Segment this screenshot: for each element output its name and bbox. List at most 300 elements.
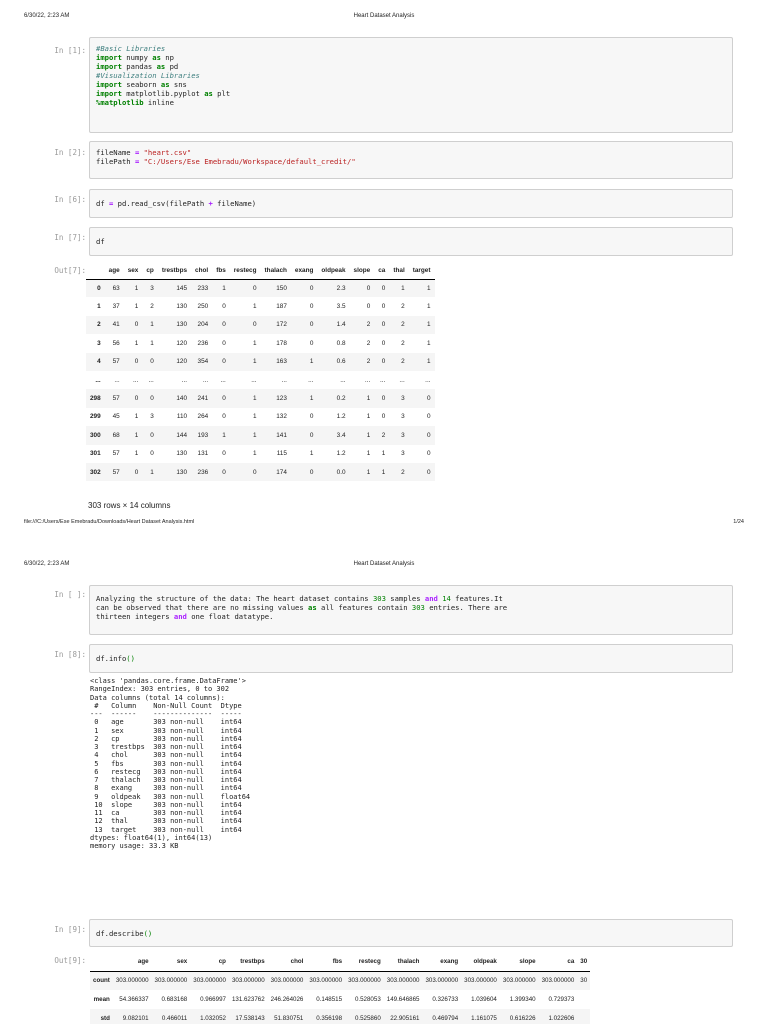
table-cell: 303.000000 <box>152 971 191 990</box>
table-header-row <box>86 263 435 279</box>
table-cell: 2 <box>350 316 375 334</box>
code-cell-df[interactable] <box>89 227 733 256</box>
table-cell: 0 <box>230 463 261 481</box>
row-index: count <box>90 971 113 990</box>
table-cell: 303.000000 <box>500 971 539 990</box>
page-footer <box>0 519 768 529</box>
cell-prompt: In [7]: <box>54 233 86 242</box>
code-cell-imports[interactable] <box>89 37 733 133</box>
table-cell: 264 <box>197 413 209 421</box>
output-line: <class 'pandas.core.frame.DataFrame'> <box>90 677 246 685</box>
table-cell: 303.000000 <box>306 971 345 990</box>
table-row <box>90 971 590 990</box>
table-cell: 150 <box>261 279 291 297</box>
table-cell: 1 <box>366 413 371 421</box>
table-cell: 1 <box>389 279 408 297</box>
table-cell: 1 <box>409 316 435 334</box>
table-cell: 1.022606 <box>539 1009 578 1024</box>
md-number: 303 <box>372 594 386 603</box>
table-cell: ... <box>340 376 346 384</box>
table-cell: 1.2 <box>336 413 346 421</box>
table-cell: 0 <box>230 316 261 334</box>
table-cell: 241 <box>191 389 212 407</box>
table-row <box>86 297 435 315</box>
page-header <box>0 13 768 23</box>
column-header <box>86 263 105 279</box>
table-cell: 1.4 <box>317 316 349 334</box>
code-text: filePath <box>96 157 135 166</box>
output-line: --- ------ -------------- ----- <box>90 710 251 718</box>
md-keyword: and <box>173 612 187 621</box>
md-text: samples <box>385 594 425 603</box>
code-operator: = <box>108 199 114 208</box>
table-cell: 56 <box>112 339 120 347</box>
table-cell: ... <box>202 376 209 384</box>
row-index: 302 <box>86 463 105 481</box>
table-row <box>86 316 435 334</box>
table-cell: 0.528053 <box>354 996 381 1003</box>
table-cell: 0 <box>409 463 435 481</box>
code-text: np <box>160 53 174 62</box>
describe-table <box>90 952 590 1024</box>
cell-prompt: Out[7]: <box>54 266 86 275</box>
md-text: thirteen integers <box>96 612 174 621</box>
cell-prompt: In [8]: <box>54 650 86 659</box>
row-index: ... <box>95 376 101 384</box>
code-text: fileName) <box>212 199 257 208</box>
dataframe-table <box>86 263 435 481</box>
row-index: 298 <box>86 389 105 407</box>
table-cell: ... <box>364 376 371 384</box>
table-cell: 303.000000 <box>539 971 578 990</box>
column-header: target <box>409 263 435 279</box>
table-cell: 130 <box>158 316 191 334</box>
table-cell: 57 <box>112 450 120 458</box>
table-cell: 0 <box>409 389 435 407</box>
page-separator <box>0 530 768 548</box>
table-cell: 1 <box>409 353 435 371</box>
table-cell: 1 <box>426 339 431 347</box>
table-cell: 0 <box>291 426 317 444</box>
code-keyword: as <box>204 89 213 98</box>
table-cell: 163 <box>261 353 291 371</box>
table-row <box>86 408 435 426</box>
table-cell: 303.000000 <box>229 971 268 990</box>
table-cell: 2 <box>374 426 389 444</box>
table-cell: 9.082101 <box>113 1009 152 1024</box>
code-text: plt <box>212 89 231 98</box>
table-cell: 0 <box>291 279 317 297</box>
table-cell: 1 <box>124 279 143 297</box>
table-cell: ... <box>148 376 154 384</box>
table-cell: 30 <box>577 971 590 990</box>
table-cell: 123 <box>261 389 291 407</box>
table-cell: 1 <box>374 463 389 481</box>
table-cell: 22.905161 <box>384 1009 423 1024</box>
table-cell: 246.264026 <box>270 996 304 1003</box>
code-operator: + <box>208 199 213 208</box>
table-header-row <box>90 952 590 971</box>
table-cell: 1 <box>381 450 386 458</box>
column-header: chol <box>191 263 212 279</box>
output-line: 2 cp 303 non-null int64 <box>90 734 251 743</box>
table-cell: 130 <box>158 463 191 481</box>
table-cell: 0 <box>230 279 261 297</box>
table-cell: 303.000000 <box>461 971 500 990</box>
code-keyword: import <box>96 53 122 62</box>
output-line: 4 chol 303 non-null int64 <box>90 751 251 760</box>
code-operator: = <box>134 157 140 166</box>
table-cell: 1 <box>134 303 139 311</box>
table-cell: 2 <box>366 339 371 347</box>
table-cell: 3 <box>389 389 408 407</box>
table-cell: 0 <box>222 339 226 347</box>
table-cell: 1 <box>142 316 157 334</box>
table-cell: 0 <box>212 463 230 481</box>
table-cell: 0.683168 <box>161 996 188 1003</box>
output-line: 13 target 303 non-null int64 <box>90 825 251 834</box>
table-cell: 0.466011 <box>152 1009 191 1024</box>
code-text: pandas <box>121 62 157 71</box>
table-cell: 0 <box>350 279 375 297</box>
row-index: 1 <box>97 303 101 311</box>
table-cell: 303.000000 <box>345 971 384 990</box>
table-row <box>86 389 435 407</box>
column-header: age <box>113 952 152 971</box>
table-cell: 236 <box>197 339 209 347</box>
table-cell: 131.623762 <box>231 996 265 1003</box>
table-cell: 0 <box>374 353 389 371</box>
table-cell <box>577 990 590 1009</box>
md-text: features.It <box>450 594 503 603</box>
output-line: dtypes: float64(1), int64(13) <box>90 833 213 842</box>
table-cell: 236 <box>191 463 212 481</box>
table-row <box>86 426 435 444</box>
table-cell: 1 <box>124 426 143 444</box>
table-cell: 2 <box>350 353 375 371</box>
row-index: 301 <box>90 450 101 458</box>
table-cell: 0 <box>212 316 230 334</box>
table-cell: ... <box>220 376 226 384</box>
table-cell: 303.000000 <box>113 971 152 990</box>
table-cell: 1 <box>230 426 261 444</box>
table-cell: 1.032052 <box>190 1009 229 1024</box>
table-cell: 1 <box>309 450 314 458</box>
table-cell: 0 <box>381 413 386 421</box>
table-cell: 0 <box>142 353 157 371</box>
table-cell: 1 <box>142 463 157 481</box>
table-cell: 0 <box>212 389 230 407</box>
table-cell: 0 <box>222 450 226 458</box>
table-cell: 120 <box>176 339 188 347</box>
table-cell: 1 <box>252 339 257 347</box>
code-text: inline <box>143 98 174 107</box>
md-number: 303 <box>411 603 425 612</box>
print-date: 6/30/22, 2:23 AM <box>24 13 70 19</box>
info-output <box>90 677 250 850</box>
table-cell: 63 <box>105 279 124 297</box>
code-text: pd <box>165 62 179 71</box>
table-cell: 0 <box>124 353 143 371</box>
column-header: thalach <box>261 263 291 279</box>
table-cell: 0.356198 <box>306 1009 345 1024</box>
table-cell: 1 <box>350 463 375 481</box>
table-cell: 0 <box>124 389 143 407</box>
md-text: entries. There are <box>424 603 508 612</box>
code-string: "heart.csv" <box>139 148 192 157</box>
code-comment: #Visualization Libraries <box>96 71 200 80</box>
table-cell: 303.000000 <box>384 971 423 990</box>
table-cell: 0 <box>150 450 154 458</box>
column-header: age <box>105 263 124 279</box>
table-cell: 1.039604 <box>471 996 497 1003</box>
table-cell: 172 <box>261 316 291 334</box>
table-cell: 3 <box>401 450 405 458</box>
table-cell: 0 <box>124 316 143 334</box>
code-text: df.info <box>96 654 127 663</box>
table-cell: 17.538143 <box>229 1009 268 1024</box>
table-cell: 0 <box>309 413 314 421</box>
column-header: chol <box>268 952 307 971</box>
code-comment: #Basic Libraries <box>96 44 166 53</box>
column-header: trestbps <box>229 952 268 971</box>
table-cell: 0.616226 <box>500 1009 539 1024</box>
table-cell: 120 <box>158 353 191 371</box>
table-cell: 1 <box>366 450 371 458</box>
table-cell: ... <box>399 376 405 384</box>
output-line: # Column Non-Null Count Dtype <box>90 701 251 710</box>
table-cell: 0 <box>426 413 431 421</box>
table-cell: 1 <box>252 413 257 421</box>
table-cell: 0 <box>222 303 226 311</box>
code-cell-describe[interactable] <box>89 919 733 947</box>
table-cell: 1.161075 <box>461 1009 500 1024</box>
table-cell: 2.3 <box>317 279 349 297</box>
table-cell: 1 <box>291 389 317 407</box>
md-text: Analyzing the structure of the data: The heart dataset contains <box>96 594 373 603</box>
cell-prompt: In [6]: <box>54 195 86 204</box>
table-cell: 193 <box>191 426 212 444</box>
table-cell: 149.646865 <box>386 996 420 1003</box>
code-text: numpy <box>121 53 153 62</box>
table-cell: 204 <box>191 316 212 334</box>
table-cell: ... <box>251 376 257 384</box>
code-keyword: as <box>152 53 161 62</box>
column-header: cp <box>142 263 157 279</box>
table-cell: 1 <box>150 339 154 347</box>
cell-prompt: In [ ]: <box>54 590 86 599</box>
row-index: 4 <box>86 353 105 371</box>
table-cell: 1 <box>291 353 317 371</box>
output-line: RangeIndex: 303 entries, 0 to 302 <box>90 685 230 694</box>
table-cell: 1 <box>230 389 261 407</box>
table-cell: 132 <box>276 413 287 421</box>
table-cell: 303.000000 <box>190 971 229 990</box>
column-header: exang <box>422 952 461 971</box>
table-row <box>86 463 435 481</box>
code-operator: = <box>134 148 140 157</box>
table-cell: 41 <box>105 316 124 334</box>
table-cell: 140 <box>158 389 191 407</box>
column-header: fbs <box>212 263 230 279</box>
output-line: 8 exang 303 non-null int64 <box>90 784 251 793</box>
column-header: sex <box>152 952 191 971</box>
code-magic: %matplotlib <box>96 98 144 107</box>
table-cell: 130 <box>176 450 188 458</box>
code-text: seaborn <box>121 80 161 89</box>
table-cell: 2 <box>401 303 405 311</box>
column-header: thalach <box>384 952 423 971</box>
table-cell: 1 <box>134 450 139 458</box>
table-row <box>90 1009 590 1024</box>
code-text: df <box>96 237 105 246</box>
table-cell: 0 <box>291 316 317 334</box>
column-header: restecg <box>230 263 261 279</box>
table-cell: 1 <box>134 339 139 347</box>
row-index: std <box>90 1009 113 1024</box>
column-header: slope <box>350 263 375 279</box>
table-cell: 0 <box>124 463 143 481</box>
table-cell: 1 <box>252 450 257 458</box>
code-keyword: import <box>96 62 122 71</box>
table-cell: ... <box>133 376 139 384</box>
table-cell: 187 <box>276 303 287 311</box>
table-row <box>90 990 590 1009</box>
column-header: exang <box>291 263 317 279</box>
table-cell: 0.966997 <box>200 996 226 1003</box>
table-cell: 1 <box>230 353 261 371</box>
code-parens: () <box>126 654 135 663</box>
row-index: 3 <box>97 339 101 347</box>
table-cell: 174 <box>261 463 291 481</box>
table-cell: 0 <box>212 353 230 371</box>
table-cell: 0 <box>409 426 435 444</box>
table-cell: 141 <box>261 426 291 444</box>
output-line: memory usage: 33.3 KB <box>90 842 179 850</box>
table-cell: 2 <box>389 353 408 371</box>
table-cell: 0 <box>142 389 157 407</box>
table-cell: 57 <box>105 463 124 481</box>
row-index: mean <box>93 996 110 1003</box>
code-keyword: import <box>96 80 122 89</box>
code-cell-filepath[interactable] <box>89 141 733 179</box>
table-row <box>86 445 435 463</box>
table-row <box>86 353 435 371</box>
table-cell: 0 <box>381 339 386 347</box>
table-cell: 131 <box>197 450 209 458</box>
table-cell: ... <box>114 376 120 384</box>
table-cell: 0.148515 <box>316 996 343 1003</box>
table-cell: 3 <box>389 426 408 444</box>
table-cell: 144 <box>158 426 191 444</box>
code-parens: () <box>143 929 153 938</box>
table-cell: 1 <box>409 279 435 297</box>
md-number: 14 <box>442 594 451 603</box>
cell-prompt: In [1]: <box>54 46 86 55</box>
code-text: pd.read_csv(filePath <box>113 199 209 208</box>
print-date: 6/30/22, 2:23 AM <box>24 561 70 567</box>
table-cell: 1 <box>350 426 375 444</box>
table-cell: 3 <box>401 413 405 421</box>
table-cell: 0 <box>366 303 371 311</box>
code-cell-read-csv[interactable] <box>89 189 733 218</box>
table-cell: 0.2 <box>317 389 349 407</box>
table-cell: 57 <box>105 353 124 371</box>
table-cell: ... <box>380 376 386 384</box>
output-line: 11 ca 303 non-null int64 <box>90 809 251 817</box>
column-header <box>90 952 113 971</box>
column-header: sex <box>124 263 143 279</box>
table-cell: 0.729373 <box>548 996 575 1003</box>
table-cell: 1 <box>212 279 230 297</box>
table-cell: 0 <box>381 303 386 311</box>
table-cell: 0 <box>309 303 314 311</box>
table-row <box>86 279 435 297</box>
table-cell: 0 <box>426 450 431 458</box>
markdown-cell[interactable] <box>89 585 733 635</box>
table-cell: 3 <box>142 279 157 297</box>
table-cell: 1.399340 <box>509 996 536 1003</box>
table-cell: 0.326733 <box>432 996 459 1003</box>
md-text: one float datatype. <box>186 612 274 621</box>
column-header: ca <box>374 263 389 279</box>
table-cell: 68 <box>105 426 124 444</box>
table-cell: ... <box>181 376 188 384</box>
table-cell: 354 <box>191 353 212 371</box>
table-row <box>86 371 435 389</box>
table-cell: 0 <box>374 389 389 407</box>
table-cell: 3.5 <box>336 303 346 311</box>
table-cell: 1 <box>212 426 230 444</box>
page-number: 1/24 <box>733 519 744 525</box>
row-index: 2 <box>86 316 105 334</box>
code-cell-info[interactable] <box>89 644 733 673</box>
table-cell: 2 <box>401 339 405 347</box>
table-cell <box>577 1009 590 1024</box>
output-line: 12 thal 303 non-null int64 <box>90 817 251 826</box>
output-line: 3 trestbps 303 non-null int64 <box>90 743 251 751</box>
table-cell: 54.366337 <box>119 996 149 1003</box>
code-text: sns <box>169 80 187 89</box>
table-cell: 0 <box>309 339 314 347</box>
code-keyword: as <box>160 80 170 89</box>
cell-prompt: In [9]: <box>54 925 86 934</box>
table-cell: 130 <box>176 303 188 311</box>
table-cell: ... <box>281 376 287 384</box>
table-cell: 0.469794 <box>422 1009 461 1024</box>
column-header: restecg <box>345 952 384 971</box>
output-line: 10 slope 303 non-null int64 <box>90 800 251 809</box>
md-text: can be observed that there are no missing values <box>96 603 309 612</box>
table-cell: 178 <box>276 339 287 347</box>
column-header: oldpeak <box>461 952 500 971</box>
table-cell: 0.525860 <box>345 1009 384 1024</box>
table-cell: 233 <box>191 279 212 297</box>
table-row <box>86 334 435 352</box>
table-cell: 3.4 <box>317 426 349 444</box>
column-header: 30 <box>577 952 590 971</box>
column-header: thal <box>389 263 408 279</box>
table-cell: 145 <box>158 279 191 297</box>
table-cell: 1 <box>426 303 431 311</box>
table-cell: 0 <box>142 426 157 444</box>
page-header <box>0 561 768 571</box>
output-line: 0 age 303 non-null int64 <box>90 718 251 727</box>
md-text: all features contain <box>316 603 412 612</box>
dataframe-shape: 303 rows × 14 columns <box>88 501 171 510</box>
table-cell: 303.000000 <box>422 971 461 990</box>
output-line: 5 fbs 303 non-null int64 <box>90 759 251 768</box>
